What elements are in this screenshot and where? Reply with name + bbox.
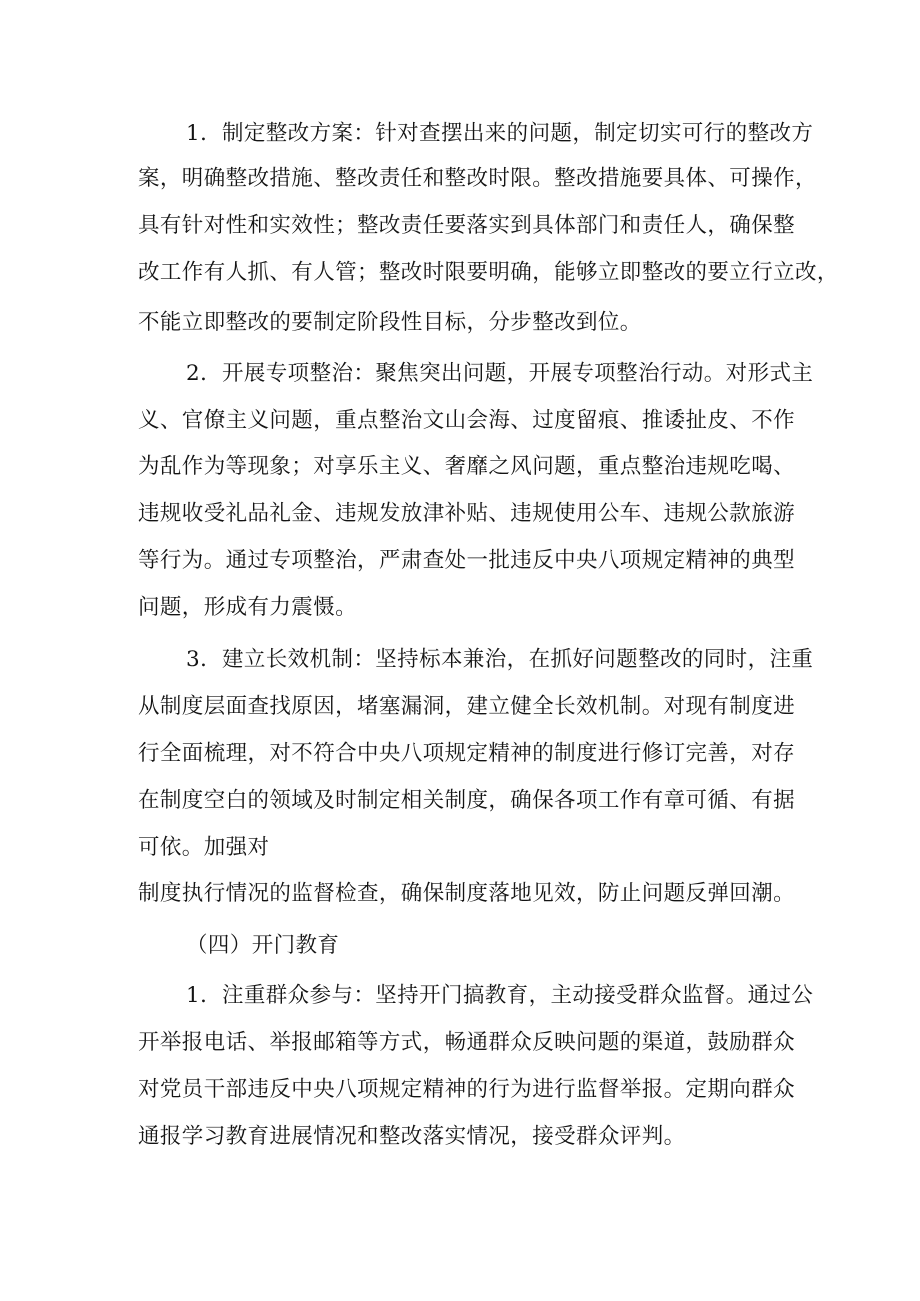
paragraph-3-line-3: 行全面梳理，对不符合中央八项规定精神的制度进行修订完善，对存: [138, 741, 796, 766]
paragraph-1-line-5: 不能立即整改的要制定阶段性目标，分步整改到位。: [138, 310, 642, 335]
paragraph-3-line-4: 在制度空白的领域及时制定相关制度，确保各项工作有章可循、有据: [138, 788, 796, 813]
paragraph-4-line-4: 通报学习教育进展情况和整改落实情况，接受群众评判。: [138, 1124, 686, 1149]
paragraph-3-line-1: 3．建立长效机制：坚持标本兼治，在抓好问题整改的同时，注重: [186, 647, 814, 672]
paragraph-3-line-5: 可依。加强对: [138, 835, 270, 860]
paragraph-2-line-3: 为乱作为等现象；对享乐主义、奢靡之风问题，重点整治违规吃喝、: [138, 454, 796, 479]
paragraph-1-line-2: 案，明确整改措施、整改责任和整改时限。整改措施要具体、可操作，: [138, 166, 817, 191]
paragraph-2-line-1: 2．开展专项整治：聚焦突出问题，开展专项整治行动。对形式主: [186, 361, 814, 386]
paragraph-4-line-2: 开举报电话、举报邮箱等方式，畅通群众反映问题的渠道，鼓励群众: [138, 1030, 796, 1055]
paragraph-4-line-1: 1．注重群众参与：坚持开门搞教育，主动接受群众监督。通过公: [186, 983, 814, 1008]
paragraph-2-line-4: 违规收受礼品礼金、违规发放津补贴、违规使用公车、违规公款旅游: [138, 501, 796, 526]
paragraph-4-line-3: 对党员干部违反中央八项规定精神的行为进行监督举报。定期向群众: [138, 1077, 796, 1102]
paragraph-2-line-6: 问题，形成有力震慑。: [138, 595, 358, 620]
paragraph-3-line-2: 从制度层面查找原因，堵塞漏洞，建立健全长效机制。对现有制度进: [138, 694, 796, 719]
paragraph-1-line-4: 改工作有人抓、有人管；整改时限要明确，能够立即整改的要立行立改，: [138, 260, 839, 285]
paragraph-1-line-1: 1．制定整改方案：针对查摆出来的问题，制定切实可行的整改方: [186, 121, 814, 146]
paragraph-2-line-5: 等行为。通过专项整治，严肃查处一批违反中央八项规定精神的典型: [138, 548, 796, 573]
paragraph-2-line-2: 义、官僚主义问题，重点整治文山会海、过度留痕、推诿扯皮、不作: [138, 408, 796, 433]
section-heading-4: （四）开门教育: [186, 933, 340, 958]
paragraph-3-line-6: 制度执行情况的监督检查，确保制度落地见效，防止问题反弹回潮。: [138, 881, 796, 906]
paragraph-1-line-3: 具有针对性和实效性；整改责任要落实到具体部门和责任人，确保整: [138, 213, 796, 238]
